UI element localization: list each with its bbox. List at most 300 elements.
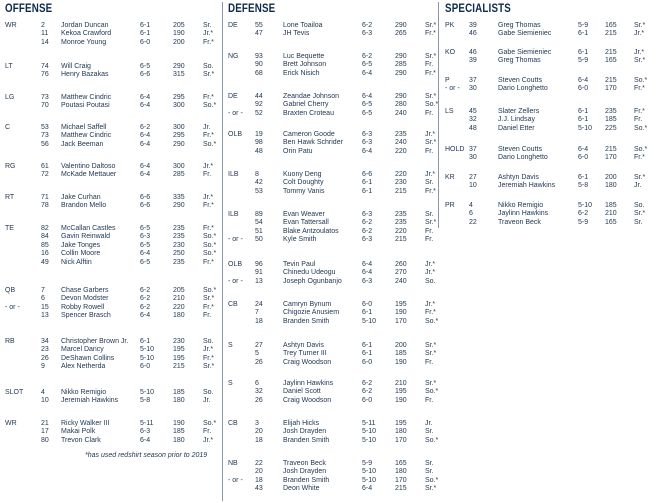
- jersey-number: 39: [469, 22, 477, 29]
- jersey-number: 13: [255, 277, 263, 285]
- jersey-number: 90: [255, 61, 263, 69]
- player-name: Dario Longhetto: [498, 154, 548, 162]
- jersey-number: 32: [255, 388, 263, 396]
- player-name: Monroe Young: [61, 38, 107, 46]
- player-height: 6-4: [140, 436, 151, 444]
- player-class: So.: [203, 63, 214, 70]
- player-weight: 180: [605, 182, 617, 190]
- jersey-number: 85: [41, 241, 49, 249]
- player-height: 6-2: [140, 287, 151, 294]
- jersey-number: 47: [255, 30, 263, 38]
- player-name: Jack Beeman: [61, 140, 104, 148]
- column-divider: [222, 2, 223, 501]
- player-class: Jr.*: [203, 163, 214, 170]
- player-height: 6-4: [362, 93, 373, 100]
- jersey-number: 91: [255, 269, 263, 277]
- player-class: Jr.*: [425, 269, 436, 277]
- player-height: 6-1: [140, 30, 151, 38]
- jersey-number: 44: [255, 93, 263, 100]
- player-name: Camryn Bynum: [283, 301, 332, 308]
- player-class: So.*: [425, 317, 439, 325]
- player-height: 6-6: [140, 71, 151, 79]
- player-height: 6-4: [362, 261, 373, 268]
- player-name: Tevin Paul: [283, 261, 316, 268]
- player-name: Makai Polk: [61, 428, 96, 436]
- jersey-number: 70: [41, 102, 49, 110]
- player-weight: 205: [173, 287, 185, 294]
- player-class: Jr.: [425, 420, 433, 427]
- player-weight: 180: [395, 428, 407, 436]
- jersey-number: 93: [255, 53, 263, 60]
- player-class: Sr.: [425, 179, 434, 187]
- player-name: Tommy Vanis: [283, 187, 325, 195]
- jersey-number: 30: [469, 85, 477, 93]
- player-name: Gabe Siemieniec: [498, 49, 552, 56]
- player-height: 6-4: [140, 163, 151, 170]
- player-name: Alex Netherda: [61, 363, 106, 371]
- player-name: Matthew Cindric: [61, 94, 112, 101]
- player-height: 6-0: [362, 301, 373, 308]
- player-name: Colt Doughty: [283, 179, 324, 187]
- player-weight: 240: [395, 139, 407, 147]
- jersey-number: 46: [469, 49, 477, 56]
- player-class: Fr.*: [203, 132, 214, 140]
- player-name: Daniel Scott: [283, 388, 321, 396]
- player-class: Fr.*: [203, 258, 214, 266]
- offense-header: OFFENSE: [5, 3, 53, 15]
- player-weight: 295: [173, 94, 185, 101]
- player-name: Deon White: [283, 485, 320, 493]
- player-weight: 290: [173, 140, 185, 148]
- player-height: 5-8: [578, 182, 589, 190]
- player-height: 6-0: [140, 363, 151, 371]
- player-height: 5-11: [140, 420, 154, 427]
- player-class: So.: [203, 338, 214, 345]
- jersey-number: 92: [255, 101, 263, 109]
- jersey-number: 76: [41, 71, 49, 79]
- jersey-number: 22: [255, 460, 263, 467]
- jersey-number: 96: [255, 261, 263, 268]
- player-weight: 215: [605, 30, 617, 38]
- jersey-number: 73: [41, 132, 49, 140]
- jersey-number: 98: [255, 139, 263, 147]
- player-height: 6-4: [362, 269, 373, 277]
- player-weight: 205: [173, 22, 185, 29]
- jersey-number: 14: [41, 38, 49, 46]
- player-class: Sr.*: [425, 139, 437, 147]
- player-weight: 290: [395, 53, 407, 60]
- player-class: Sr.*: [634, 57, 646, 65]
- player-height: 6-5: [362, 61, 373, 69]
- position-label: HOLD: [445, 146, 465, 153]
- player-class: Sr.*: [425, 93, 437, 100]
- position-label: RG: [5, 163, 16, 170]
- player-weight: 165: [605, 218, 617, 226]
- player-name: Steven Coutts: [498, 146, 542, 153]
- player-height: 6-1: [140, 338, 151, 345]
- player-class: Sr.*: [425, 342, 437, 349]
- position-label: - or -: [228, 236, 243, 244]
- player-name: Matthew Cindric: [61, 132, 112, 140]
- player-height: 5-9: [578, 218, 589, 226]
- jersey-number: 7: [41, 287, 45, 294]
- player-height: 6-1: [362, 350, 373, 358]
- player-height: 5-10: [140, 346, 155, 354]
- jersey-number: 39: [469, 57, 477, 65]
- jersey-number: 7: [255, 309, 259, 317]
- player-height: 5-10: [578, 124, 593, 132]
- player-height: 5-9: [578, 22, 589, 29]
- player-name: Josh Drayden: [283, 428, 327, 436]
- player-height: 6-2: [140, 303, 151, 311]
- player-class: Sr.*: [203, 363, 215, 371]
- player-class: So.*: [203, 287, 217, 294]
- player-name: Gabriel Cherry: [283, 101, 329, 109]
- player-class: Fr.: [203, 171, 212, 179]
- player-weight: 195: [395, 420, 407, 427]
- player-height: 6-4: [140, 140, 151, 148]
- player-class: Sr.: [425, 460, 434, 467]
- player-class: So.: [203, 389, 214, 396]
- player-name: Zeandae Johnson: [283, 93, 340, 100]
- player-height: 6-2: [578, 210, 589, 218]
- jersey-number: 89: [255, 211, 263, 218]
- player-class: So.*: [203, 420, 217, 427]
- jersey-number: 49: [41, 258, 49, 266]
- jersey-number: 61: [41, 163, 49, 170]
- jersey-number: 26: [255, 358, 263, 366]
- player-class: Jr.*: [203, 30, 214, 38]
- player-name: Trey Turner III: [283, 350, 327, 358]
- position-label: S: [228, 380, 233, 387]
- player-class: Sr.*: [634, 174, 646, 181]
- player-name: Traveon Beck: [498, 218, 541, 226]
- player-height: 5-10: [140, 354, 155, 362]
- position-label: ILB: [228, 211, 239, 218]
- jersey-number: 13: [41, 312, 49, 320]
- player-weight: 190: [173, 30, 185, 38]
- player-height: 6-1: [362, 342, 373, 349]
- player-name: Devon Modster: [61, 295, 109, 303]
- player-weight: 235: [395, 131, 407, 138]
- player-name: Ricky Walker III: [61, 420, 110, 427]
- player-height: 6-5: [140, 63, 151, 70]
- player-name: Traveon Beck: [283, 460, 326, 467]
- jersey-number: 32: [469, 116, 477, 124]
- player-weight: 290: [395, 22, 407, 29]
- position-label: CB: [228, 301, 238, 308]
- player-class: So.*: [425, 101, 439, 109]
- player-class: Fr.*: [425, 309, 436, 317]
- jersey-number: 34: [41, 338, 49, 345]
- player-name: Ben Hawk Schrider: [283, 139, 343, 147]
- player-name: Gavin Reinwald: [61, 233, 111, 241]
- position-label: PK: [445, 22, 455, 29]
- player-height: 6-1: [362, 187, 373, 195]
- player-name: Elijah Hicks: [283, 420, 320, 427]
- player-name: Chinedu Udeogu: [283, 269, 336, 277]
- jersey-number: 22: [469, 218, 477, 226]
- player-class: Fr.: [425, 236, 434, 244]
- player-weight: 230: [173, 338, 185, 345]
- jersey-number: 8: [255, 171, 259, 178]
- player-class: Sr.: [425, 211, 434, 218]
- jersey-number: 46: [469, 30, 477, 38]
- player-name: Steven Coutts: [498, 77, 542, 84]
- player-weight: 265: [395, 30, 407, 38]
- player-class: Jr.*: [203, 194, 214, 201]
- position-label: RB: [5, 338, 15, 345]
- player-weight: 290: [173, 63, 185, 70]
- player-class: Fr.: [425, 396, 434, 404]
- player-weight: 210: [605, 210, 617, 218]
- player-weight: 300: [173, 124, 185, 131]
- position-label: S: [228, 342, 233, 349]
- jersey-number: 80: [41, 436, 49, 444]
- player-class: Sr.*: [425, 219, 437, 227]
- player-name: Kyle Smith: [283, 236, 317, 244]
- jersey-number: 82: [41, 225, 49, 232]
- player-weight: 260: [395, 261, 407, 268]
- player-class: Sr.*: [425, 485, 437, 493]
- player-name: Branden Smith: [283, 436, 330, 444]
- player-height: 5-10: [362, 476, 377, 484]
- player-height: 6-4: [578, 77, 589, 84]
- player-height: 6-4: [578, 146, 589, 153]
- jersey-number: 45: [469, 108, 477, 115]
- player-name: Robby Rowell: [61, 303, 105, 311]
- player-name: Jordan Duncan: [61, 22, 109, 29]
- position-label: P: [445, 77, 450, 84]
- player-weight: 235: [395, 219, 407, 227]
- player-name: Kuony Deng: [283, 171, 322, 178]
- player-name: McCallan Castles: [61, 225, 116, 232]
- player-weight: 215: [605, 77, 617, 84]
- jersey-number: 21: [41, 420, 49, 427]
- player-height: 6-3: [362, 139, 373, 147]
- jersey-number: 9: [41, 363, 45, 371]
- position-label: C: [5, 124, 11, 131]
- player-name: Ashtyn Davis: [283, 342, 324, 349]
- player-height: 5-10: [362, 428, 377, 436]
- player-class: So.*: [203, 250, 217, 258]
- player-weight: 185: [173, 428, 185, 436]
- player-class: So.*: [634, 146, 648, 153]
- player-name: Marcel Dancy: [61, 346, 104, 354]
- jersey-number: 52: [255, 109, 263, 117]
- jersey-number: 51: [255, 227, 263, 235]
- player-class: So.: [634, 202, 645, 209]
- player-height: 6-3: [362, 211, 373, 218]
- player-class: Fr.*: [203, 303, 214, 311]
- jersey-number: 15: [41, 303, 49, 311]
- player-class: Fr.: [425, 147, 434, 155]
- jersey-number: 10: [41, 397, 49, 405]
- jersey-number: 27: [255, 342, 263, 349]
- jersey-number: 16: [41, 250, 49, 258]
- player-height: 6-3: [362, 131, 373, 138]
- jersey-number: 74: [41, 63, 49, 70]
- player-weight: 250: [173, 250, 185, 258]
- jersey-number: 4: [469, 202, 473, 209]
- jersey-number: 6: [469, 210, 473, 218]
- player-weight: 295: [173, 132, 185, 140]
- player-height: 6-1: [362, 309, 373, 317]
- player-height: 6-4: [140, 94, 151, 101]
- player-weight: 235: [173, 233, 185, 241]
- jersey-number: 18: [255, 436, 263, 444]
- player-weight: 200: [395, 342, 407, 349]
- position-label: NB: [228, 460, 238, 467]
- position-label: CB: [228, 420, 238, 427]
- player-name: Branden Smith: [283, 476, 330, 484]
- player-height: 6-4: [362, 485, 373, 493]
- position-label: DE: [228, 22, 238, 29]
- position-label: LS: [445, 108, 454, 115]
- player-class: Fr.*: [425, 30, 436, 38]
- jersey-number: 18: [255, 476, 263, 484]
- jersey-number: 48: [255, 147, 263, 155]
- player-class: Sr.*: [634, 22, 646, 29]
- player-class: So.*: [634, 124, 648, 132]
- position-label: OLB: [228, 261, 243, 268]
- player-height: 5-10: [362, 317, 377, 325]
- jersey-number: 43: [255, 485, 263, 493]
- player-height: 6-3: [362, 30, 373, 38]
- player-weight: 285: [173, 171, 185, 179]
- player-height: 6-2: [362, 388, 373, 396]
- player-height: 6-2: [362, 53, 373, 60]
- player-name: JH Tevis: [283, 30, 310, 38]
- player-name: Lone Toailoa: [283, 22, 323, 29]
- player-name: Jaylinn Hawkins: [498, 210, 549, 218]
- player-height: 6-2: [362, 227, 373, 235]
- player-height: 6-1: [578, 174, 589, 181]
- player-height: 6-3: [140, 428, 151, 436]
- jersey-number: 27: [469, 174, 477, 181]
- player-name: Evan Tattersall: [283, 219, 329, 227]
- jersey-number: 71: [41, 194, 49, 201]
- player-class: Fr.*: [203, 38, 214, 46]
- position-label: - or -: [228, 476, 243, 484]
- player-height: 6-3: [362, 236, 373, 244]
- player-name: Josh Drayden: [283, 468, 327, 476]
- position-label: DE: [228, 93, 238, 100]
- player-name: J.J. Lindsay: [498, 116, 535, 124]
- player-class: Sr.: [425, 468, 434, 476]
- player-height: 5-10: [362, 436, 377, 444]
- jersey-number: 73: [41, 94, 49, 101]
- player-class: Jr.*: [425, 301, 436, 308]
- jersey-number: 10: [469, 182, 477, 190]
- position-label: - or -: [228, 277, 243, 285]
- player-height: 6-5: [140, 258, 151, 266]
- player-class: Fr.*: [203, 225, 214, 232]
- player-weight: 195: [173, 346, 185, 354]
- player-weight: 210: [173, 295, 185, 303]
- player-name: Craig Woodson: [283, 358, 332, 366]
- player-class: Sr.: [203, 22, 212, 29]
- player-height: 6-0: [140, 38, 151, 46]
- player-name: Nick Alftin: [61, 258, 92, 266]
- position-label: LG: [5, 94, 15, 101]
- jersey-number: 5: [255, 350, 259, 358]
- player-name: Michael Saffell: [61, 124, 107, 131]
- player-height: 6-5: [362, 109, 373, 117]
- player-weight: 335: [173, 194, 185, 201]
- position-label: NG: [228, 53, 239, 60]
- jersey-number: 42: [255, 179, 263, 187]
- position-label: - or -: [5, 303, 20, 311]
- player-height: 5-10: [140, 389, 155, 396]
- player-height: 5-10: [578, 202, 593, 209]
- player-weight: 195: [395, 388, 407, 396]
- position-label: OLB: [228, 131, 243, 138]
- player-name: Orin Patu: [283, 147, 313, 155]
- player-height: 6-5: [362, 101, 373, 109]
- player-weight: 270: [395, 269, 407, 277]
- player-weight: 200: [173, 38, 185, 46]
- jersey-number: 37: [469, 146, 477, 153]
- player-name: Greg Thomas: [498, 22, 541, 29]
- player-weight: 170: [395, 317, 407, 325]
- column-divider: [438, 2, 439, 228]
- player-weight: 215: [605, 49, 617, 56]
- position-label: PR: [445, 202, 455, 209]
- player-height: 5-10: [362, 468, 377, 476]
- player-height: 6-0: [578, 85, 589, 93]
- player-class: So.*: [203, 233, 217, 241]
- player-weight: 215: [173, 363, 185, 371]
- player-weight: 185: [395, 350, 407, 358]
- player-name: Henry Bazakas: [61, 71, 109, 79]
- player-class: Fr.: [425, 109, 434, 117]
- player-name: Kekoa Crawford: [61, 30, 112, 38]
- player-name: Branden Smith: [283, 317, 330, 325]
- player-height: 6-2: [140, 295, 151, 303]
- player-weight: 190: [395, 309, 407, 317]
- player-class: Sr.*: [425, 350, 437, 358]
- player-name: Christopher Brown Jr.: [61, 338, 129, 345]
- jersey-number: 19: [255, 131, 263, 138]
- player-class: Sr.*: [425, 53, 437, 60]
- position-label: QB: [5, 287, 16, 294]
- jersey-number: 26: [41, 354, 49, 362]
- player-name: Brandon Mello: [61, 202, 107, 210]
- player-class: Jr.: [203, 124, 211, 131]
- player-height: 6-6: [140, 202, 151, 210]
- player-weight: 195: [395, 301, 407, 308]
- player-class: Jr.*: [425, 131, 436, 138]
- player-weight: 230: [395, 179, 407, 187]
- player-height: 6-4: [140, 312, 151, 320]
- player-name: Trevon Clark: [61, 436, 101, 444]
- player-height: 6-3: [362, 277, 373, 285]
- player-class: Fr.: [425, 358, 434, 366]
- jersey-number: 6: [255, 380, 259, 387]
- player-weight: 170: [395, 476, 407, 484]
- player-class: Fr.: [425, 227, 434, 235]
- player-weight: 215: [605, 146, 617, 153]
- player-class: Fr.*: [425, 69, 436, 77]
- player-class: Jr.: [634, 182, 642, 190]
- player-weight: 185: [173, 389, 185, 396]
- jersey-number: 3: [255, 420, 259, 427]
- player-weight: 225: [605, 124, 617, 132]
- player-height: 6-2: [140, 124, 151, 131]
- player-class: Sr.*: [425, 22, 437, 29]
- player-height: 6-1: [578, 49, 589, 56]
